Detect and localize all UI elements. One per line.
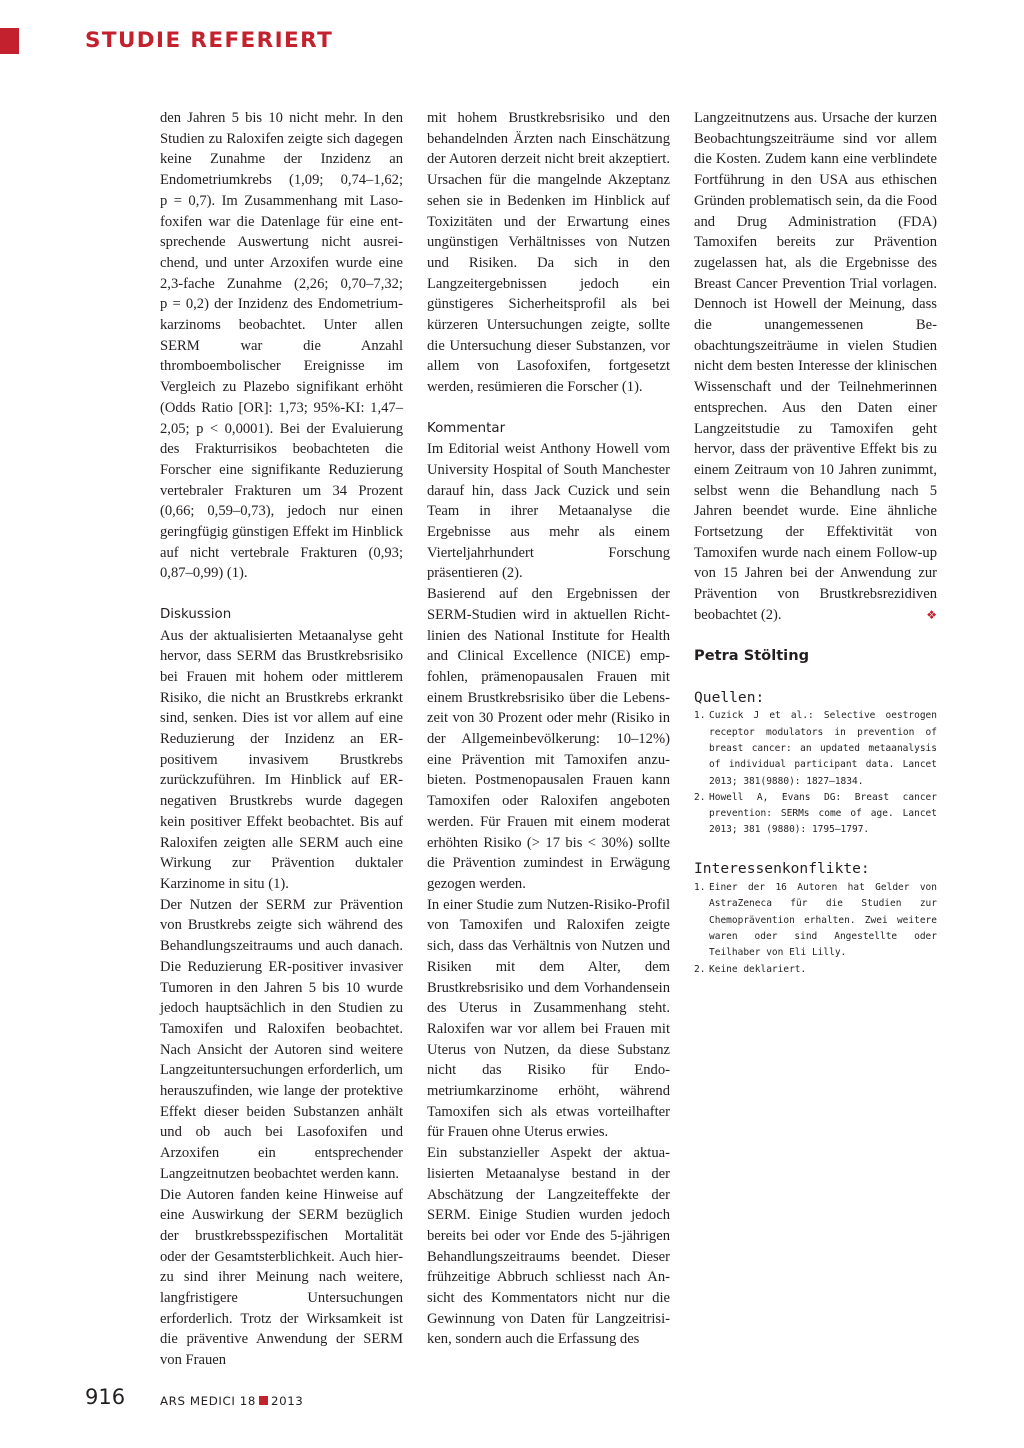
- paragraph: [694, 108, 937, 626]
- sources-title: Quellen:: [694, 688, 765, 706]
- paragraph: den Jahren 5 bis 10 nicht mehr. In den Studien zu Raloxifen zeigte sich dagegen keine Zunahme der Inzidenz an Endometriumkrebs (1,09; 0,74–1,62; p = 0,7). Im Zusammenhang mit Lasofoxifen war die Datenlage für eine entsprechende Auswertung nicht ausreichend, und unter Arzoxifen wurde eine 2,3-fache Zunahme (2,26; 0,70–7,32; p = 0,2) der Inzidenz des Endometriumkarzinoms beobachtet. Unter allen SERM war die Anzahl thromboembolischer Ereignisse im Vergleich zu Plazebo signifikant erhöht (Odds Ratio [OR]: 1,73; 95%-KI: 1,47–2,05; p < 0,0001). Bei der Evaluierung des Frakturrisikos beobachteten die Forscher eine signifikante Reduzierung vertebraler Frakturen um 34 Prozent (0,66; 0,59–0,73), jedoch nur einen geringfügig günstigen Effekt im Hinblick auf nicht vertebrale Frakturen (0,93; 0,87–0,99) (1).: [160, 110, 403, 582]
- column-1: [160, 108, 403, 1371]
- paragraph: In einer Studie zum Nutzen-Risiko-Profil von Tamoxifen und Raloxifen zeigte sich, dass das Verhältnis von Nutzen und Risiken mit dem Alter, dem Brustkrebsrisiko und dem Vorhandensein des Uterus in Zusammenhang steht. Raloxifen war vor allem bei Frauen mit Uterus von Nutzen, da diese Substanz nicht das Risiko für Endometriumkarzinome erhöht, während Tamoxifen sich als etwas vorteilhafter für Frauen ohne Uterus erwies.: [427, 896, 670, 1141]
- source-number: 1.: [694, 710, 706, 722]
- conflicts-title: Interessenkonflikte:: [694, 860, 870, 878]
- source-text: Cuzick J et al.: Selective oestrogen receptor modulators in prevention of breast cancer: an updated metaanalysis of individual participant data. Lancet 2013; 381(9880): 1827–1834.: [709, 710, 937, 787]
- source-number: 2.: [694, 791, 706, 803]
- paragraph: mit hohem Brustkrebsrisiko und den behandelnden Ärzten nach Einschätzung der Autoren derzeit nicht breit akzeptiert. Ursachen für die mangelnde Akzeptanz sehen sie in Bedenken im Hinblick auf Toxizitäten und der Erwartung eines ungünstigen Verhältnisses von Nutzen und Risiken. Da sich in den Langzeitergebnissen jedoch ein günstigeres Sicherheitsprofil als bei kürzeren Untersuchungen zeigte, sollte die Untersuchung dieser Substanzen, vor allem von Lasofoxifen, fortgesetzt werden, resümieren die Forscher (1).: [427, 110, 670, 396]
- paragraph: Basierend auf den Ergebnissen der SERM-Studien wird in aktuellen Richtlinien des National Institute for Health and Clinical Excellence (NICE) empfohlen, prämenopausalen Frauen mit einem Brustkrebsrisiko über die Lebenszeit von 30 Prozent oder mehr (Risiko in der Allgemeinbevölkerung: 10–12%) eine Prävention mit Tamoxifen anzubieten. Postmenopausalen Frauen kann Tamoxifen oder Raloxifen angeboten werden. Für Frauen mit einem moderat erhöhten Risiko (> 17 bis < 30%) sollte die Prävention zumindest in Erwägung gezogen werden.: [427, 586, 670, 892]
- conflict-number: 2.: [694, 963, 706, 975]
- conflict-text: Keine deklariert.: [709, 963, 807, 975]
- journal-name: ARS MEDICI 18: [160, 1394, 256, 1408]
- journal-footer: [160, 1393, 303, 1409]
- heading-kommentar: Kommentar: [427, 420, 506, 436]
- sources-list: [694, 708, 937, 838]
- section-marker: [0, 28, 19, 54]
- square-icon: [259, 1396, 268, 1405]
- conflict-text: Einer der 16 Autoren hat Gelder von AstraZeneca für die Studien zur Chemoprävention erhalten. Zwei weitere waren oder sind Angestellte oder Teilhaber von Eli Lilly.: [709, 882, 937, 959]
- conflict-number: 1.: [694, 882, 706, 894]
- paragraph: Die Autoren fanden keine Hinweise auf eine Auswirkung der SERM bezüglich der brustkrebsspezifischen Mortalität oder der Gesamtsterblichkeit. Auch hierzu sind ihrer Meinung nach weitere, langfristigere Untersuchungen erforderlich. Trotz der Wirksamkeit ist die präventive Anwendung der SERM von Frauen: [160, 1186, 403, 1369]
- conflict-item: [694, 962, 937, 978]
- page-number: 916: [85, 1385, 126, 1409]
- source-text: Howell A, Evans DG: Breast cancer prevention: SERMs come of age. Lancet 2013; 381 (9880): 1795–1797.: [709, 791, 937, 836]
- end-of-article-icon: ❖: [926, 607, 937, 622]
- heading-diskussion: Diskussion: [160, 606, 232, 622]
- column-2: [427, 108, 670, 1350]
- paragraph-text: Langzeitnutzens aus. Ursache der kurzen Beobachtungszeiträume sind vor allem die Kosten. Zudem kann eine verblindete Fortführung in den USA aus ethischen Gründen problematisch sein, da die Food and Drug Administration (FDA) Tamoxifen bereits zur Prävention zugelassen hat, als die Ergebnisse des Breast Cancer Prevention Trial vorlagen. Dennoch ist Howell der Meinung, dass die unangemessenen Beobachtungszeiträume in vielen Studien nicht dem besten Interesse der klinischen Wissenschaft und der Teilnehmerinnen entsprechen. Aus den Daten einer Langzeitstudie zu Tamoxifen geht hervor, dass der präventive Effekt bis zu einem Zeitraum von 10 Jahren zunimmt, selbst wenn die Behandlung nach 5 Jahren beendet wurde. Eine ähnliche Fortsetzung der Effektivität von Tamoxifen wurde nach einem Follow-up von 15 Jahren bei der Anwendung zur Prävention von Brustkrebsrezidiven beobachtet (2).: [694, 110, 937, 623]
- source-item: [694, 790, 937, 839]
- paragraph: Im Editorial weist Anthony Howell vom University Hospital of South Manchester darauf hin, dass Jack Cuzick und sein Team in ihrer Metaanalyse die Ergebnisse aus mehr als einem Vierteljahrhundert Forschung präsentieren (2).: [427, 441, 670, 582]
- conflicts-block: [694, 859, 937, 977]
- journal-year: 2013: [270, 1394, 304, 1408]
- conflicts-list: [694, 880, 937, 978]
- paragraph: Der Nutzen der SERM zur Prävention von Brustkrebs zeigte sich während des Behandlungszeitraums und auch danach. Die Reduzierung ER-positiver invasiver Tumoren in den Jahren 5 bis 10 wurde jedoch hauptsächlich in den Studien zu Tamoxifen und Raloxifen beobachtet. Nach Ansicht der Autoren sind weitere Langzeituntersuchungen erforderlich, um herauszufinden, wie lange der protektive Effekt dieser beiden Substanzen anhält und ob auch bei Lasofoxifen und Arzoxifen ein entsprechender Langzeitnutzen beobachtet werden kann.: [160, 896, 403, 1182]
- paragraph: Aus der aktualisierten Metaanalyse geht hervor, dass SERM das Brustkrebsrisiko bei Frauen mit hohem oder mittlerem Risiko, die nicht an Brustkrebs erkrankt sind, senken. Dies ist vor allem auf eine Reduzierung der Inzidenz an ER-positivem invasivem Brustkrebs zurückzuführen. Im Hinblick auf ER-negativen Brustkrebs wurde dagegen kein positiver Effekt beobachtet. Bis auf Raloxifen zeigten alle SERM auch eine Wirkung zur Prävention duktaler Karzinome in situ (1).: [160, 627, 403, 892]
- conflict-item: [694, 880, 937, 961]
- author-name: Petra Stölting: [694, 647, 810, 665]
- sources-block: [694, 688, 937, 839]
- column-3: [694, 108, 937, 978]
- section-title: STUDIE REFERIERT: [85, 28, 334, 53]
- source-item: [694, 708, 937, 789]
- paragraph: Ein substanzieller Aspekt der aktualisierten Metaanalyse bestand in der Abschätzung der Langzeiteffekte der SERM. Einige Studien wurden jedoch bereits bei oder vor Ende des 5-jährigen Behandlungszeitraums beendet. Dieser frühzeitige Abbruch schliesst nach Ansicht des Kommentators nicht nur die Gewinnung von Daten für Langzeitrisiken, sondern auch die Erfassung des: [427, 1145, 670, 1348]
